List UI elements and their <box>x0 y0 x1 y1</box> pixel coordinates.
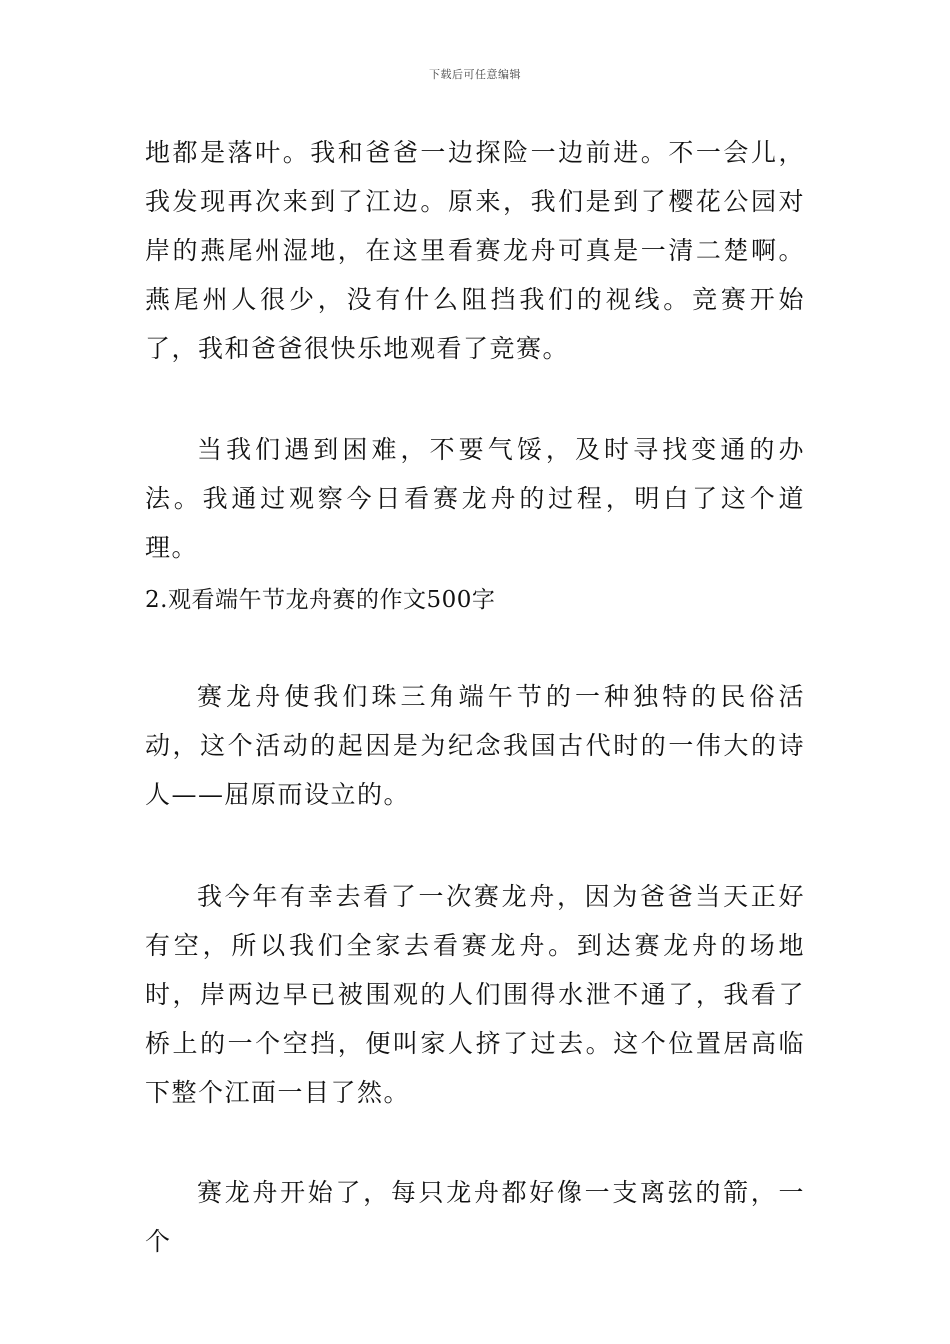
paragraph-text: 地都是落叶。我和爸爸一边探险一边前进。不一会儿，我发现再次来到了江边。原来，我们是到了樱花公园对岸的燕尾州湿地，在这里看赛龙舟可真是一清二楚啊。燕尾州人很少，没有什么阻挡我们的视线。竞赛开始了，我和爸爸很快乐地观看了竞赛。 <box>145 138 805 363</box>
page-header: 下载后可任意编辑 <box>429 68 521 81</box>
body-paragraph <box>145 872 805 1117</box>
body-paragraph <box>145 425 805 572</box>
paragraph-text: 赛龙舟使我们珠三角端午节的一种独特的民俗活动，这个活动的起因是为纪念我国古代时的一伟大的诗人——屈原而设立的。 <box>145 682 805 809</box>
paragraph-text: 当我们遇到困难，不要气馁，及时寻找变通的办法。我通过观察今日看赛龙舟的过程，明白了这个道理。 <box>145 435 805 562</box>
paragraph-text: 我今年有幸去看了一次赛龙舟，因为爸爸当天正好有空，所以我们全家去看赛龙舟。到达赛龙舟的场地时，岸两边早已被围观的人们围得水泄不通了，我看了桥上的一个空挡，便叫家人挤了过去。这个位置居高临下整个江面一目了然。 <box>145 882 805 1107</box>
body-paragraph <box>145 128 805 373</box>
paragraph-text: 赛龙舟开始了，每只龙舟都好像一支离弦的箭，一个 <box>145 1178 805 1256</box>
body-paragraph <box>145 672 805 819</box>
section-heading <box>145 576 805 625</box>
heading-text: 2.观看端午节龙舟赛的作文500字 <box>145 587 496 613</box>
body-paragraph <box>145 1168 805 1266</box>
